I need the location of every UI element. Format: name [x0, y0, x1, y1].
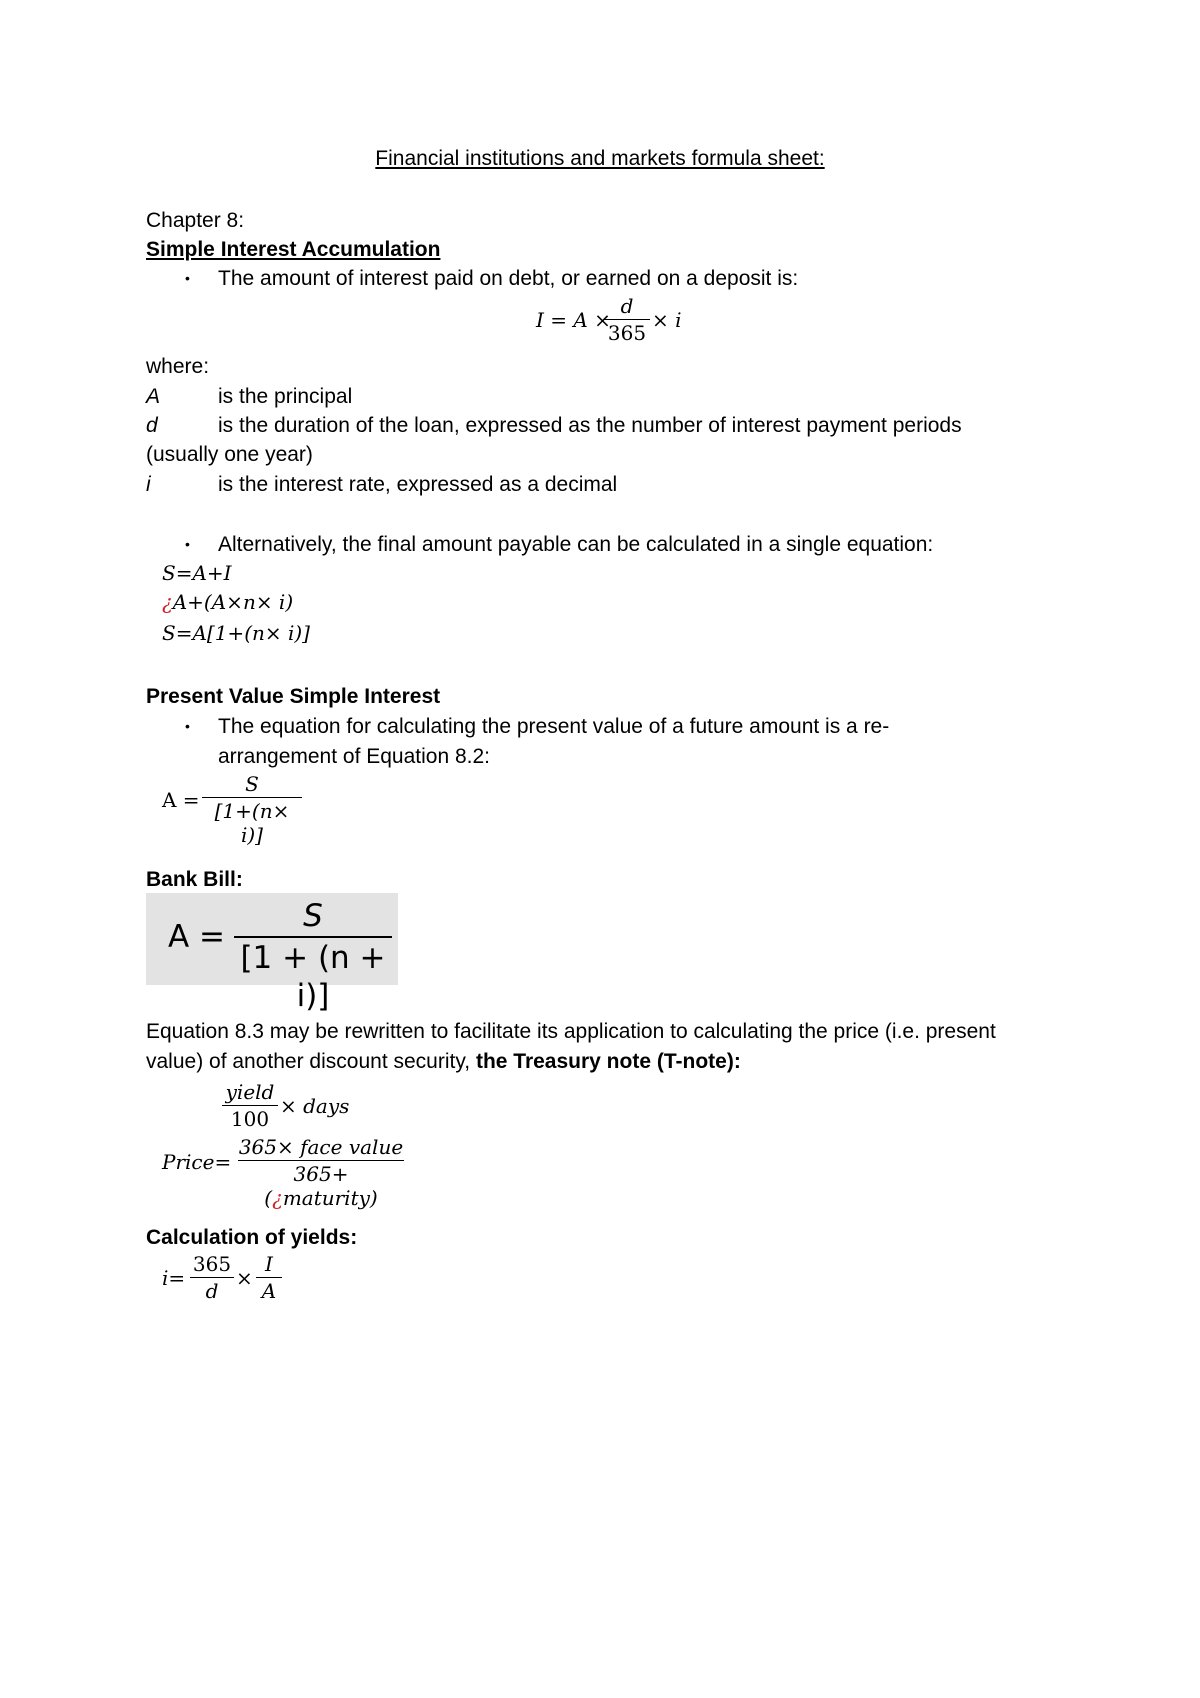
t-note-paragraph-line2: [146, 1047, 741, 1077]
bullet-icon: •: [185, 270, 190, 286]
pv-eq-numerator: S: [245, 772, 259, 796]
simple-interest-bullet: The amount of interest paid on debt, or earned on a deposit is:: [218, 267, 799, 290]
yields-f2-denominator: A: [261, 1279, 277, 1303]
section-heading-yields: Calculation of yields:: [146, 1226, 358, 1249]
document-title: Financial institutions and markets formula sheet:: [375, 147, 825, 170]
eq1-lhs: I = A ×: [536, 308, 611, 332]
bank-bill-lhs: A =: [168, 919, 226, 955]
section-heading-simple-interest: Simple Interest Accumulation: [146, 238, 441, 261]
present-value-bullet-line1: The equation for calculating the present value of a future amount is a re-: [218, 715, 890, 738]
present-value-bullet-line2: arrangement of Equation 8.2:: [218, 745, 491, 768]
yields-fraction-1: [190, 1252, 234, 1303]
def-symbol-a: A: [146, 385, 161, 408]
chapter-label: Chapter 8:: [146, 209, 245, 232]
bank-bill-denominator: [1 + (n + i)]: [240, 940, 386, 1014]
t-note-paragraph-bold: the Treasury note (T-note):: [475, 1050, 741, 1073]
t-note-top-numerator: yield: [225, 1080, 275, 1104]
yields-f1-numerator: 365: [192, 1252, 232, 1276]
t-note-main-denominator: [238, 1162, 404, 1210]
alternative-bullet: Alternatively, the final amount payable can be calculated in a single equation:: [218, 533, 934, 556]
def-desc-d: is the duration of the loan, expressed as the number of interest payment periods: [218, 414, 962, 437]
t-note-den-pre: 365+(: [264, 1162, 349, 1210]
bank-bill-fraction: [234, 897, 392, 1015]
error-marker-icon: ¿: [162, 590, 173, 614]
eq1-rhs: × i: [652, 308, 682, 332]
def-desc-a: is the principal: [218, 385, 353, 408]
t-note-top-denominator: 100: [230, 1107, 270, 1131]
t-note-paragraph-plain: value) of another discount security,: [146, 1050, 476, 1073]
t-note-main-numerator: 365× face value: [238, 1135, 404, 1159]
eq2-line2-text: A+(A×n× i): [172, 590, 294, 614]
pv-eq-denominator: [1+(n× i)]: [214, 799, 290, 847]
yields-f2-numerator: I: [265, 1252, 273, 1276]
eq1-denominator: 365: [607, 321, 647, 345]
yields-f1-denominator: d: [205, 1279, 219, 1303]
pv-eq-fraction: [202, 772, 302, 847]
def-symbol-i: i: [146, 473, 151, 496]
def-desc-i: is the interest rate, expressed as a decimal: [218, 473, 618, 496]
pv-eq-lhs: A =: [162, 788, 200, 812]
bullet-icon: •: [185, 718, 190, 734]
eq2-line1: S=A+I: [162, 561, 232, 585]
yields-fraction-2: [256, 1252, 282, 1303]
yields-times: ×: [236, 1266, 253, 1290]
eq2-line3: S=A[1+(n× i)]: [162, 621, 310, 645]
t-note-paragraph-line1: Equation 8.3 may be rewritten to facilitate its application to calculating the price (i.e. present: [146, 1020, 996, 1043]
section-heading-present-value: Present Value Simple Interest: [146, 685, 441, 708]
t-note-den-post: maturity): [282, 1186, 378, 1210]
t-note-top-rhs: × days: [280, 1094, 350, 1118]
error-marker-icon: ¿: [272, 1186, 283, 1210]
eq1-fraction: [604, 294, 650, 345]
t-note-main-fraction: [238, 1135, 404, 1210]
bank-bill-numerator: S: [303, 898, 323, 934]
bullet-icon: •: [185, 536, 190, 552]
section-heading-bank-bill: Bank Bill:: [146, 868, 243, 891]
bank-bill-formula-image: [146, 893, 398, 1014]
t-note-price-lhs: Price=: [162, 1150, 232, 1174]
def-symbol-d: d: [146, 414, 158, 437]
yields-lhs: i=: [162, 1266, 186, 1290]
t-note-top-fraction: [222, 1080, 278, 1131]
where-label: where:: [146, 355, 210, 378]
def-desc-d-continuation: (usually one year): [146, 443, 313, 466]
eq1-numerator: d: [620, 294, 634, 318]
eq2-line2: [162, 590, 293, 614]
